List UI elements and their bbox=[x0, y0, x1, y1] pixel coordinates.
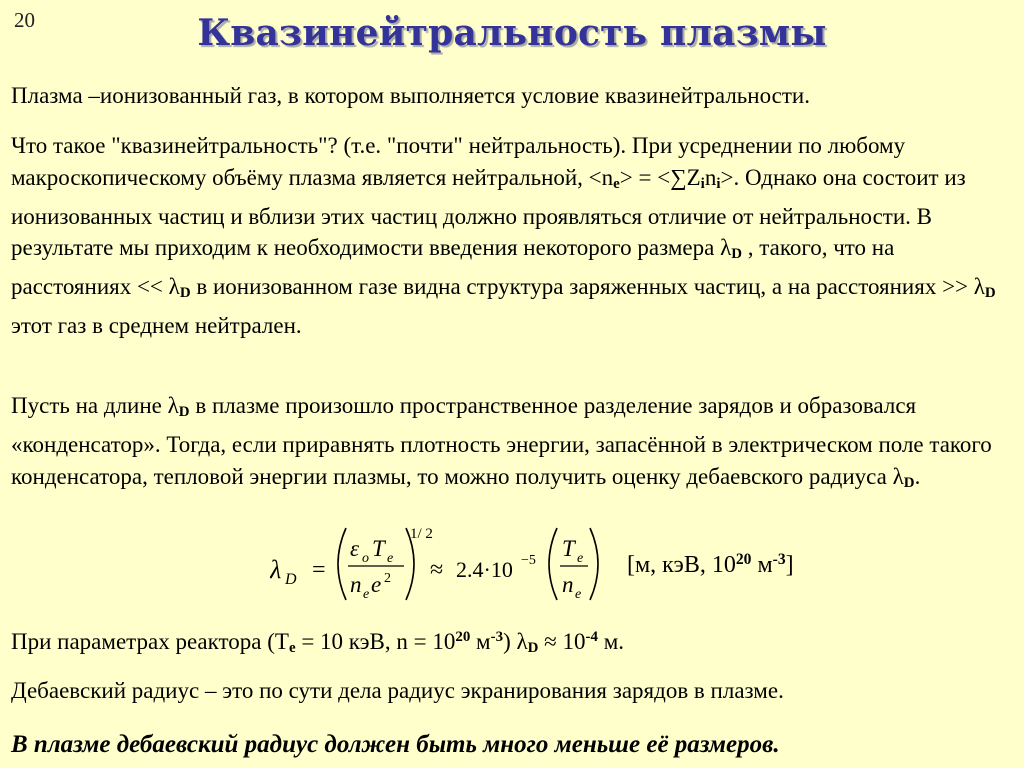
formula-sub: o bbox=[362, 551, 369, 566]
subscript: e bbox=[613, 175, 620, 192]
paragraph-quasineutrality bbox=[11, 130, 1016, 342]
text-segment: в плазме произошло пространственное разделение зарядов и образовался «конденсатор». Тогда, если приравнять плотность энергии, запасённой в электрическом поле такого конденсатора, тепловой энергии плазмы, то можно получить оценку дебаевского радиуса λ bbox=[11, 393, 992, 489]
formula-sub: e bbox=[575, 587, 582, 602]
superscript: 20 bbox=[455, 629, 471, 645]
text-segment: ≈ 10 bbox=[538, 629, 586, 654]
text-segment: . bbox=[914, 463, 921, 489]
slide-number: 20 bbox=[14, 8, 35, 32]
formula-n: n bbox=[562, 572, 574, 597]
subscript: i bbox=[716, 175, 721, 192]
text-segment: Пусть на длине λ bbox=[11, 393, 179, 418]
text-segment: Что такое "квазинейтральность"? (т.е. "почти" нейтральность). При усреднении по любому макроскопическому объёму плазма является нейтральной, <n bbox=[11, 133, 906, 190]
subscript: D bbox=[731, 246, 743, 263]
formula-sub: e bbox=[577, 551, 584, 566]
subscript: D bbox=[984, 285, 996, 302]
text-segment: м bbox=[751, 552, 773, 578]
formula-e: e bbox=[371, 572, 382, 597]
screening-text: Дебаевский радиус – это по сути дела радиус экранирования зарядов в плазме. bbox=[11, 678, 784, 703]
formula-coef: 2.4·10 bbox=[456, 557, 513, 582]
paragraph-definition bbox=[11, 80, 1016, 112]
text-segment: > = <∑Z bbox=[619, 164, 701, 190]
formula-lambda: λ bbox=[270, 555, 282, 584]
formula-equals: = bbox=[312, 557, 326, 583]
subscript: D bbox=[903, 474, 915, 491]
formula-power: 1/ 2 bbox=[410, 526, 433, 542]
text-segment: ] bbox=[785, 552, 794, 578]
text-segment: м bbox=[470, 629, 491, 654]
formula-sub: e bbox=[363, 587, 370, 602]
superscript: -3 bbox=[490, 629, 504, 645]
paren-left-icon bbox=[338, 528, 346, 600]
subscript: D bbox=[179, 285, 191, 302]
formula-sub: e bbox=[387, 551, 394, 566]
subscript: D bbox=[178, 404, 190, 420]
superscript: -4 bbox=[585, 629, 598, 645]
text-segment: >. Однако она состоит из ионизованных частиц и вблизи этих частиц должно проявляться отличие от нейтральности. В результате мы приходим к необходимости введения некоторого размера λ bbox=[11, 164, 966, 261]
superscript: 20 bbox=[735, 551, 752, 568]
paragraph-screening bbox=[11, 675, 1016, 707]
paragraph-capacitor bbox=[11, 390, 1016, 499]
superscript: -3 bbox=[772, 551, 786, 568]
slide-title: Квазинейтральность плазмы bbox=[197, 12, 827, 54]
formula-coef-exp: −5 bbox=[521, 553, 536, 568]
paragraph-reactor-params bbox=[11, 622, 1016, 665]
subscript: e bbox=[288, 640, 296, 656]
text-segment: этот газ в среднем нейтрален. bbox=[11, 312, 302, 338]
formula-approx: ≈ bbox=[430, 557, 444, 583]
text-segment: n bbox=[704, 164, 717, 190]
subscript: D bbox=[527, 640, 539, 656]
definition-text: Плазма –ионизованный газ, в котором выполняется условие квазинейтральности. bbox=[11, 83, 810, 108]
text-segment: = 10 кэВ, n = 10 bbox=[295, 629, 456, 654]
text-segment: При параметрах реактора (T bbox=[11, 629, 289, 654]
text-segment: , такого, что на расстояниях << λ bbox=[11, 235, 895, 300]
formula-units bbox=[627, 551, 794, 579]
subscript: i bbox=[700, 175, 705, 192]
formula-n: n bbox=[350, 572, 362, 597]
text-segment: м. bbox=[598, 629, 625, 654]
formula-T: T bbox=[562, 536, 575, 561]
text-segment: в ионизованном газе видна структура заряженных частиц, а на расстояниях >> λ bbox=[190, 274, 985, 300]
formula-T: T bbox=[372, 536, 385, 561]
paren-left-icon bbox=[549, 528, 557, 600]
formula-lambda-sub: D bbox=[285, 571, 297, 588]
text-segment: ) λ bbox=[503, 629, 528, 654]
paragraph-conclusion bbox=[11, 729, 1016, 761]
conclusion-text: В плазме дебаевский радиус должен быть много меньше её размеров. bbox=[11, 731, 780, 758]
formula-epsilon: ε bbox=[350, 536, 360, 561]
formula-sup: 2 bbox=[384, 571, 391, 586]
text-segment: [м, кэВ, 10 bbox=[627, 552, 736, 578]
paren-right-icon bbox=[590, 528, 598, 600]
